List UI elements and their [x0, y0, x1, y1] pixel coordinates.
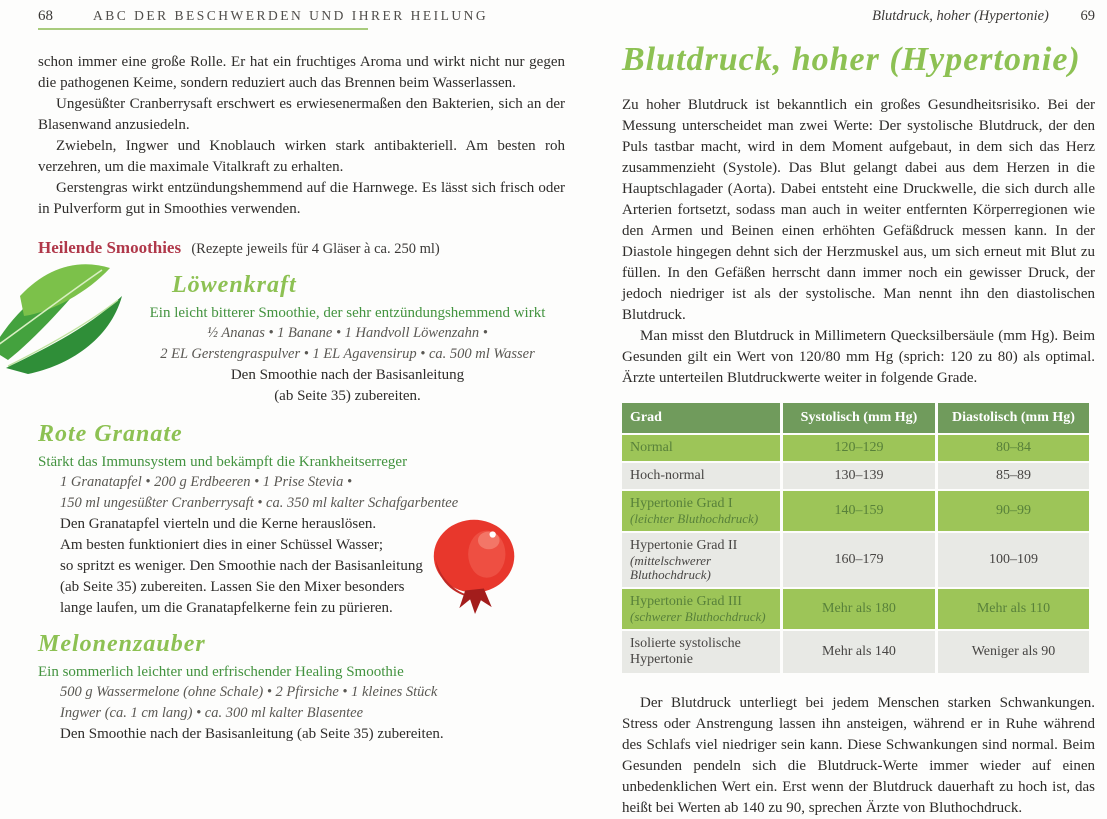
- instruction-line: Den Granatapfel vierteln und die Kerne herauslösen.: [60, 516, 377, 532]
- running-header-right: [622, 8, 1095, 25]
- instruction-line: (ab Seite 35) zubereiten.: [274, 388, 421, 404]
- recipe-title: Rote Granate: [38, 421, 183, 447]
- paragraph: Zu hoher Blutdruck ist bekanntlich ein großes Gesundheitsrisiko. Bei der Messung unterscheidet man zwei Werte: Der systolische Blutdruck, der den Puls tastbar macht, wird in dem Moment aufgebaut, in dem sich das Herz zusammenzieht (Systole). Das Blut gelangt dabei aus dem Herzen in die Hauptschlagader (Aorta). Dabei entsteht eine Druckwelle, die sich durch alle Arterien fortsetzt, sodass man auch in weiter entfernten Körperregionen wie den Armen und Beinen einen erhöhten Gefäßdruck messen kann. In der Diastole hingegen dehnt sich der Herzmuskel aus, um sich erneut mit Blut zu füllen. In den Gefäßen herrscht dann immer noch ein gewisser Druck, der jedoch niedriger ist als der systolische. Man nennt ihn den diastolischen Blutdruck.: [622, 97, 1095, 323]
- recipe-title: Melonenzauber: [38, 631, 206, 657]
- page-number-right: 69: [1080, 8, 1095, 24]
- recipe-title: Löwenkraft: [172, 272, 297, 298]
- header-rule: [38, 28, 368, 30]
- instruction-line: Den Smoothie nach der Basisanleitung (ab Seite 35) zubereiten.: [60, 726, 444, 742]
- recipe-rote-granate: [38, 421, 565, 619]
- systolic-cell: 120–129: [783, 435, 935, 461]
- table-header-row: [622, 403, 1089, 433]
- table-row: [622, 631, 1089, 673]
- grad-note: (leichter Bluthochdruck): [630, 511, 759, 526]
- instruction-line: Den Smoothie nach der Basisanleitung: [230, 367, 465, 383]
- left-body-copy: [38, 52, 565, 220]
- right-body-copy: [622, 95, 1095, 389]
- diastolic-cell: Mehr als 110: [938, 589, 1089, 629]
- paragraph: Zwiebeln, Ingwer und Knoblauch wirken stark antibakteriell. Am besten roh verzehren, um die maximale Vitalkraft zu erhalten.: [38, 138, 565, 175]
- blood-pressure-table: [622, 403, 1089, 673]
- table-row: [622, 589, 1089, 629]
- systolic-cell: Mehr als 180: [783, 589, 935, 629]
- paragraph: Gerstengras wirkt entzündungshemmend auf die Harnwege. Es lässt sich frisch oder in Pulverform gut in Smoothies verwenden.: [38, 180, 565, 217]
- smoothies-heading: Heilende Smoothies: [38, 238, 182, 257]
- paragraph: Der Blutdruck unterliegt bei jedem Menschen starken Schwankungen. Stress oder Anstrengung lassen ihn ansteigen, während er in Ruhe während des Schlafs viel niedriger sein kann. Diese Schwankungen sind normal. Beim Gesunden pendeln sich die Blutdruck-Werte immer wieder auf einen unbedenklichen Wert ein. Erst wenn der Blutdruck dauerhaft zu hoch ist, das heißt bei Werten ab 140 zu 90, sprechen Ärzte von Bluthochdruck.: [622, 695, 1095, 816]
- page-number-left: 68: [38, 8, 53, 24]
- ingredient-line: Ingwer (ca. 1 cm lang) • ca. 300 ml kalter Blasentee: [60, 705, 364, 721]
- instruction-line: (ab Seite 35) zubereiten. Lassen Sie den Mixer besonders: [60, 579, 405, 595]
- diastolic-cell: Weniger als 90: [938, 631, 1089, 673]
- ingredient-line: 500 g Wassermelone (ohne Schale) • 2 Pfirsiche • 1 kleines Stück: [60, 684, 438, 700]
- arugula-leaves-illustration: [0, 252, 128, 377]
- grad-cell: Normal: [630, 440, 673, 455]
- recipe-subtitle: Stärkt das Immunsystem und bekämpft die Krankheitserreger: [38, 454, 408, 470]
- instruction-block: [60, 724, 565, 745]
- left-page: [0, 0, 600, 742]
- table-row: [622, 463, 1089, 489]
- table-row: [622, 533, 1089, 587]
- ingredient-line: 2 EL Gerstengraspulver • 1 EL Agavensirup • ca. 500 ml Wasser: [160, 346, 535, 362]
- table-header-cell: Grad: [622, 403, 780, 433]
- ingredient-block: [60, 682, 565, 724]
- diastolic-cell: 100–109: [938, 533, 1089, 587]
- table-header-cell: Diastolisch (mm Hg): [938, 403, 1089, 433]
- grad-cell: Isolierte systolische Hypertonie: [630, 636, 741, 667]
- ingredient-line: 1 Granatapfel • 200 g Erdbeeren • 1 Prise Stevia •: [60, 474, 353, 490]
- table-row: [622, 491, 1089, 531]
- grad-note: (schwerer Bluthochdruck): [630, 609, 766, 624]
- running-header-left: [38, 8, 565, 25]
- systolic-cell: 160–179: [783, 533, 935, 587]
- instruction-line: so spritzt es weniger. Den Smoothie nach der Basisanleitung: [60, 558, 423, 574]
- diastolic-cell: 80–84: [938, 435, 1089, 461]
- diastolic-cell: 90–99: [938, 491, 1089, 531]
- grad-cell: Hypertonie Grad III: [630, 594, 742, 609]
- right-closing-copy: [622, 693, 1095, 819]
- ingredient-line: 150 ml ungesüßter Cranberrysaft • ca. 350 ml kalter Schafgarbentee: [60, 495, 459, 511]
- recipe-loewenkraft: [130, 272, 565, 407]
- instruction-line: lange laufen, um die Granatapfelkerne fein zu pürieren.: [60, 600, 393, 616]
- paragraph: Ungesüßter Cranberrysaft erschwert es erwiesenermaßen den Bakterien, sich an der Blasenwand anzusiedeln.: [38, 96, 565, 133]
- grad-cell: Hypertonie Grad I: [630, 496, 733, 511]
- table-header-cell: Systolisch (mm Hg): [783, 403, 935, 433]
- recipe-subtitle: Ein leicht bitterer Smoothie, der sehr entzündungshemmend wirkt: [149, 305, 546, 321]
- ingredient-line: ½ Ananas • 1 Banane • 1 Handvoll Löwenzahn •: [207, 325, 488, 341]
- systolic-cell: Mehr als 140: [783, 631, 935, 673]
- diastolic-cell: 85–89: [938, 463, 1089, 489]
- right-page: [600, 0, 1107, 816]
- table-row: [622, 435, 1089, 461]
- recipe-subtitle: Ein sommerlich leichter und erfrischender Healing Smoothie: [38, 664, 404, 680]
- grad-cell: Hoch-normal: [630, 468, 705, 483]
- recipe-melonenzauber: [38, 631, 565, 745]
- systolic-cell: 140–159: [783, 491, 935, 531]
- grad-cell: Hypertonie Grad II: [630, 538, 738, 553]
- running-header-left-title: ABC DER BESCHWERDEN UND IHRER HEILUNG: [93, 8, 489, 23]
- smoothies-note: (Rezepte jeweils für 4 Gläser à ca. 250 ml): [191, 241, 440, 257]
- instruction-line: Am besten funktioniert dies in einer Schüssel Wasser;: [60, 537, 384, 553]
- running-header-right-title: Blutdruck, hoher (Hypertonie): [872, 8, 1049, 24]
- ingredient-block: [60, 472, 565, 514]
- pomegranate-illustration: [422, 509, 530, 617]
- paragraph: schon immer eine große Rolle. Er hat ein fruchtiges Aroma und wirkt nicht nur gegen die pathogenen Keime, sondern reduziert auch das Brennen beim Wasserlassen.: [38, 54, 565, 91]
- paragraph: Man misst den Blutdruck in Millimetern Quecksilbersäule (mm Hg). Beim Gesunden gilt ein Wert von 120/80 mm Hg (sprich: 120 zu 80) als optimal. Ärzte unterteilen Blutdruckwerte weiter in folgende Grade.: [622, 328, 1095, 386]
- grad-note: (mittelschwerer Bluthochdruck): [630, 553, 712, 582]
- page-title: Blutdruck, hoher (Hypertonie): [622, 41, 1081, 78]
- systolic-cell: 130–139: [783, 463, 935, 489]
